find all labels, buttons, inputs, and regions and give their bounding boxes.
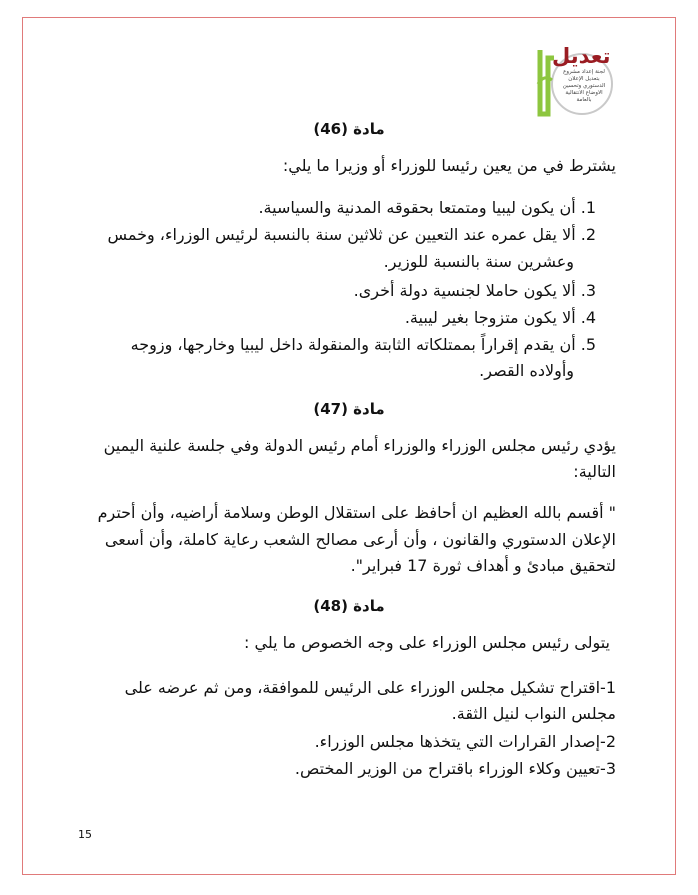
page-number: 15 xyxy=(78,828,92,841)
list-item: 3-تعيين وكلاء الوزراء باقتراح من الوزير المختص. xyxy=(294,759,616,778)
list-item: 2-إصدار القرارات التي يتخذها مجلس الوزراء. xyxy=(314,732,616,751)
article-heading: مادة (47) xyxy=(313,400,385,418)
article-intro: التالية: xyxy=(573,462,616,481)
logo-text-line: لجنة إعداد مشروع xyxy=(563,69,605,75)
article-heading: مادة (46) xyxy=(313,120,385,138)
oath-text: " أقسم بالله العظيم ان أحافظ على استقلال الوطن وسلامة أراضيه، وأن أحترم xyxy=(97,503,616,522)
list-item: 2. ألا يقل عمره عند التعيين عن ثلاثين سنة بالنسبة لرئيس الوزراء، وخمس xyxy=(107,225,596,244)
article-heading: مادة (48) xyxy=(313,597,385,615)
list-item: 5. أن يقدم إقراراً بممتلكاته الثابتة والمنقولة داخل ليبيا وخارجها، وزوجه xyxy=(130,335,596,354)
logo-text-line: الأوضاع الانتقالية xyxy=(565,90,603,96)
logo-title: تعديل xyxy=(552,44,611,68)
oath-text: لتحقيق مبادئ و أهداف ثورة 17 فبراير". xyxy=(350,556,616,575)
list-item-continuation: وأولاده القصر. xyxy=(479,361,574,380)
list-item: 3. ألا يكون حاملا لجنسية دولة أخرى. xyxy=(353,281,596,300)
oath-text: الإعلان الدستوري والقانون ، وأن أرعى مصالح الشعب رعاية كاملة، وأن أسعى xyxy=(104,530,616,549)
article-intro: يؤدي رئيس مجلس الوزراء والوزراء أمام رئيس الدولة وفي جلسة علنية اليمين xyxy=(103,436,616,455)
logo-text-line: بتعديل الإعلان xyxy=(568,76,600,82)
list-item-continuation: وعشرين سنة بالنسبة للوزير. xyxy=(383,252,574,271)
list-item: 4. ألا يكون متزوجا بغير ليبية. xyxy=(404,308,596,327)
logo-text-line: بالعامة xyxy=(576,97,592,103)
article-intro: يشترط في من يعين رئيسا للوزراء أو وزيرا ما يلي: xyxy=(282,156,616,175)
list-item: 1-اقتراح تشكيل مجلس الوزراء على الرئيس للموافقة، ومن ثم عرضه على xyxy=(124,678,616,697)
list-item: 1. أن يكون ليبيا ومتمتعا بحقوقه المدنية والسياسية. xyxy=(258,198,596,217)
logo-text-line: الدستوري وتحسين xyxy=(562,83,606,89)
article-intro: يتولى رئيس مجلس الوزراء على وجه الخصوص ما يلي : xyxy=(244,633,610,652)
list-item-continuation: مجلس النواب لنيل الثقة. xyxy=(451,704,616,723)
